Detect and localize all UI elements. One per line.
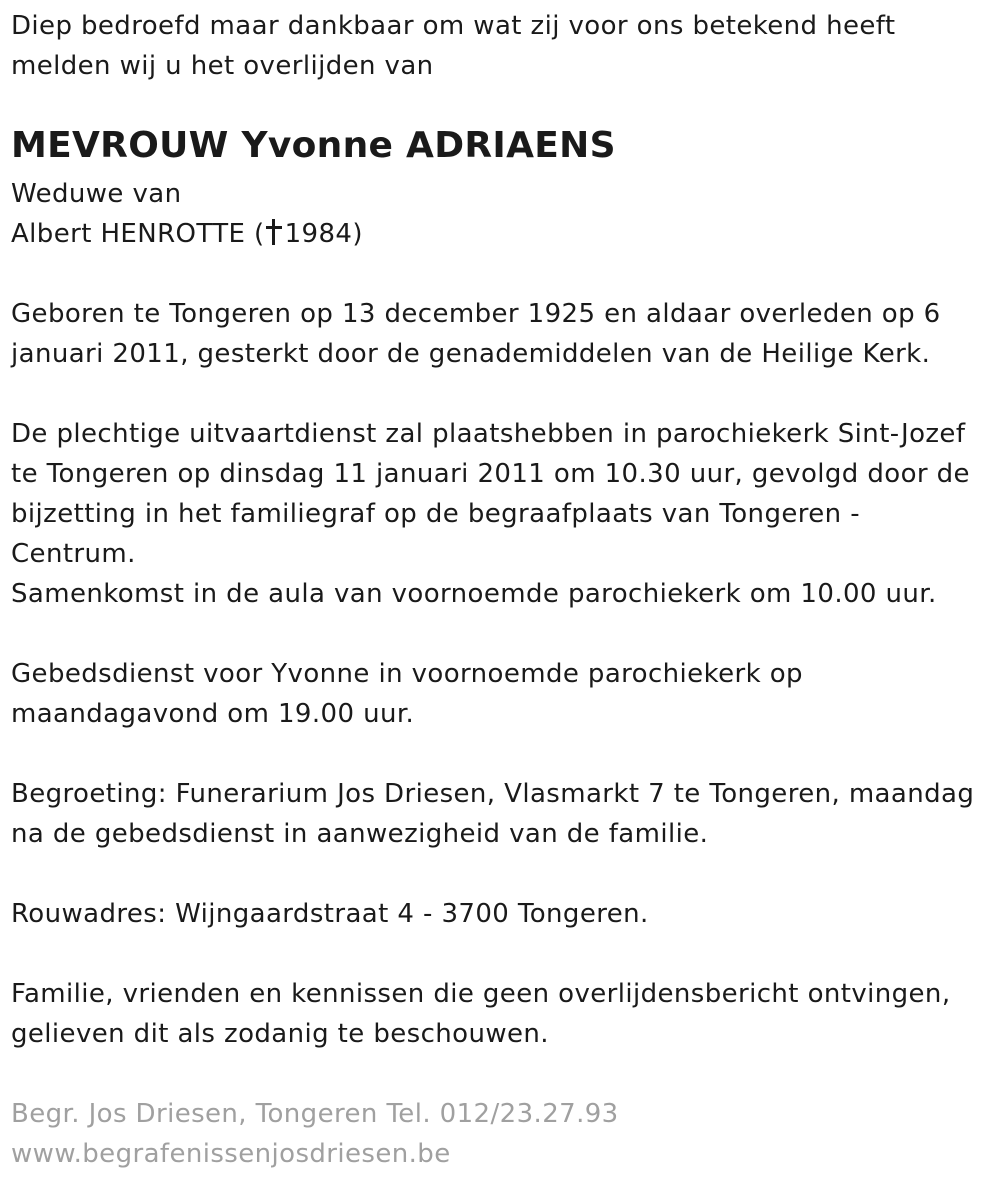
funeral-line-1: De plechtige uitvaartdienst zal plaatshebben in parochiekerk Sint-Jozef [11,419,966,449]
birth-death-line-1: Geboren te Tongeren op 13 december 1925 en aldaar overleden op 6 [11,299,941,329]
greeting-line-1: Begroeting: Funerarium Jos Driesen, Vlasmarkt 7 te Tongeren, maandag [11,779,975,809]
gathering-line: Samenkomst in de aula van voornoemde parochiekerk om 10.00 uur. [11,579,937,609]
funeral-line-2: te Tongeren op dinsdag 11 januari 2011 om 10.30 uur, gevolgd door de [11,459,970,489]
spouse-death-year: 1984) [284,219,363,249]
deceased-name: MEVROUW Yvonne ADRIAENS [11,125,616,166]
greeting-line-2: na de gebedsdienst in aanwezigheid van de familie. [11,819,709,849]
undertaker-website: www.begrafenissenjosdriesen.be [11,1139,451,1169]
intro-line-2: melden wij u het overlijden van [11,51,434,81]
notice-line-1: Familie, vrienden en kennissen die geen overlijdensbericht ontvingen, [11,979,951,1009]
undertaker-contact: Begr. Jos Driesen, Tongeren Tel. 012/23.27.93 [11,1099,619,1129]
funeral-line-3: bijzetting in het familiegraf op de begraafplaats van Tongeren - [11,499,860,529]
funeral-line-4: Centrum. [11,539,136,569]
prayer-line-2: maandagavond om 19.00 uur. [11,699,415,729]
cross-icon [266,219,282,245]
mourning-address: Rouwadres: Wijngaardstraat 4 - 3700 Tongeren. [11,899,649,929]
notice-line-2: gelieven dit als zodanig te beschouwen. [11,1019,549,1049]
intro-line-1: Diep bedroefd maar dankbaar om wat zij voor ons betekend heeft [11,11,896,41]
prayer-line-1: Gebedsdienst voor Yvonne in voornoemde parochiekerk op [11,659,803,689]
spouse-name: Albert HENROTTE ( [11,219,265,249]
widow-of-label: Weduwe van [11,179,182,209]
birth-death-line-2: januari 2011, gesterkt door de genademiddelen van de Heilige Kerk. [11,339,931,369]
spouse-line [11,214,363,254]
